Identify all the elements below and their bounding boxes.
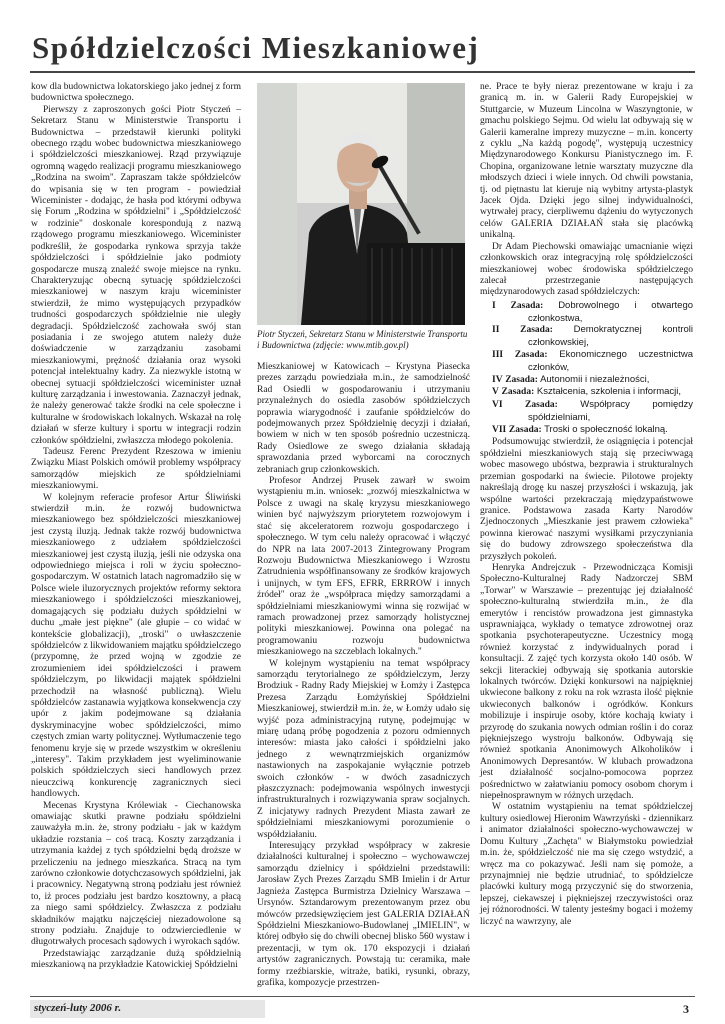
paragraph: Mieszkaniowej w Katowicach – Krystyna Piasecka prezes zarządu powiedziała m.in., że samodzielność Rad Osiedli w gospodarowaniu i utrzymaniu przynależnych do osiedla zasobów spółdzielczych poprawia wiarygodność i zaufanie spółdzielców do podejmowanych przez Spółdzielnię decyzji i działań, bowiem w nich w ten sposób pośrednio uczestniczą. Rady Osiedlowe ze swego działania składają sprawozdania przed wyborcami na corocznych zebraniach grup członkowskich. <box>257 362 470 475</box>
paragraph: Tadeusz Ferenc Prezydent Rzeszowa w imieniu Związku Miast Polskich omówił problemy współpracy samorządów miejskich ze spółdzielniami mieszkaniowymi. <box>31 447 241 492</box>
principle-item: IV Zasada: Autonomii i niezależności, <box>492 373 650 385</box>
speaker-photo-image <box>257 83 465 325</box>
paragraph: Podsumowując stwierdził, że osiągnięcia i potencjał spółdzielni mieszkaniowych stają się przeciwwagą wobec masowego ubóstwa, bezprawia i strukturalnych przemian gospodarki na świecie. Pilotowe projekty nakreślają drogę ku naszej przyszłości i wskazują, jak wspólne wartości przekraczają międzypaństwowe granice. Podstawowa zasada Karty Narodów Zjednoczonych „Mieszkanie jest prawem człowieka" powinna kierować naszymi wysiłkami przyczyniania się do budowy zdrowszego społeczeństwa dla przyszłych pokoleń. <box>480 437 693 562</box>
principle-item: VI Zasada: Współpracy pomiędzy spółdzielniami, <box>492 399 694 423</box>
paragraph: Pierwszy z zaproszonych gości Piotr Styczeń – Sekretarz Stanu w Ministerstwie Transportu i Budownictwa – przedstawił kierunki polityki obecnego rządu wobec budownictwa mieszkaniowego i spółdzielczości mieszkaniowej. Rząd przywiązuje ogromną wagędo realizacji programu mieszkaniowego „Rodzina na swoim". Zapraszam także spółdzielców do wpisania się w ten program - powiedział Wiceminister - dodając, że hasła pod którymi odbywa się Forum „Rodzina w spółdzielni" i „Spółdzielczość w rodzinie" doskonale korespondują z nazwą rządowego programu mieszkaniowego. Wiceminister podkreślił, że gospodarka rynkowa sprzyja także spółdzielczości i spółdzielnie jako podmioty gospodarcze muszą znaleźć swoje miejsce na rynku. Charakteryzując obecną sytuację spółdzielczości mieszkaniowej w naszym kraju wiceminister stwierdził, że mimo występujących przypadków trudności gospodarczych spółdzielnie nie uległy degradacji. Spółdzielczość zachowała swój stan posiadania i ze swojego atutem należy duże doświadczenie w zarządzaniu zasobami mieszkaniowymi, prężność działania oraz wysoki potencjał intelektualny kadry. Za niezwykle istotną w obecnej sytuacji spółdzielczości wiceminister uznał kulturę zarządzania i inwestowania. Zaznaczył jednak, że należy generować także środki na cele społeczne i kulturalne w środowiskach lokalnych. Wskazał na rolę działań w sferze kultury i sportu w integracji rodzin członków spółdzielni, zwłaszcza młodego pokolenia. <box>31 104 241 446</box>
paragraph: ne. Prace te były nieraz prezentowane w kraju i za granicą m. in. w Galerii Rady Europejskiej w Stuttgarcie, w Muzeum Lincolna w Waszyngtonie, w gmachu polskiego Sejmu. Od wielu lat odbywają się w Galerii kameralne imprezy muzyczne – m.in. koncerty z cyklu „Na każdą pogodę", występują uczestnicy Międzynarodowego Konkursu Pianistycznego im. F. Chopina, organizowane letnie warsztaty muzyczne dla młodszych dzieci i wiele innych. Od chwili powstania, tj. od piętnastu lat kieruje nią wybitny artysta-plastyk Jacek Ojda. Dzięki jego silnej indywidualności, wytrwałej pracy, cierpliwemu dążeniu do wytyczonych celów GALERIA DZIAŁAŃ stała się placówką unikalną. <box>480 82 693 241</box>
column-1 <box>31 82 241 982</box>
paragraph: W ostatnim wystąpieniu na temat spółdzielczej kultury osiedlowej Hieronim Wawrzyński - dziennikarz i animator działalności społeczno-wychowawczej w Domu Kultury „Zachęta" w Białymstoku powiedział m.in. że, spółdzielczość nie ma się czego wstydzić, a wręcz ma co pokazywać. Jeśli nam się pomoże, a przynajmniej nie będzie utrudniać, to spółdzielcze placówki kultury mogą przyczynić się do stworzenia, lepszej, ciekawszej i piękniejszej rzeczywistości oraz jej różnorodności. W talenty jesteśmy bogaci i możemy liczyć na wawrzyny, ale <box>480 802 693 927</box>
page-number: 3 <box>683 1002 689 1016</box>
paragraph: kow dla budownictwa lokatorskiego jako jednej z form budownictwa społecznego. <box>31 82 241 104</box>
photo-caption: Piotr Styczeń, Sekretarz Stanu w Ministerstwie Transportu i Budownictwa (zdjęcie: www.mtib.gov.pl) <box>257 329 468 350</box>
paragraph: Dr Adam Piechowski omawiając umacnianie więzi członkowskich oraz integracyjną rolę spółdzielczości mieszkaniowej wobec środowiska spółdzielczego zalecał przestrzeganie następujących międzynarodowych zasad spółdzielczych: <box>480 241 693 298</box>
header-rule <box>30 71 695 73</box>
paragraph: W kolejnym wystąpieniu na temat współpracy samorządu terytorialnego ze spółdzielczym, Jerzy Brodziuk - Radny Rady Miejskiej w Łomży i Zastępca Prezesa Zarządu Łomżyńskiej Spółdzielni Mieszkaniowej, stwierdził m.in. że, w Łomży udało się wyjść poza administracyjną rutynę, podejmując w miarę udaną próbę pogodzenia z pozoru odmiennych interesów: miasta jako całości i spółdzielni jako jednego z wewnątrzmiejskich organizmów nastawionych na zaspokajanie wyłącznie potrzeb swoich członków - w dwóch zasadniczych płaszczyznach: podejmowania wspólnych inwestycji infrastrukturalnych i rozwiązywania spraw socjalnych. Z inicjatywy radnych Prezydent Miasta zawarł ze spółdzielniami mieszkaniowymi porozumienie o współdziałaniu. <box>257 658 470 840</box>
column-3 <box>480 82 693 982</box>
principle-item: II Zasada: Demokratycznej kontroli członkowskiej, <box>492 324 694 349</box>
paragraph: W kolejnym referacie profesor Artur Śliwiński stwierdził m.in. że rozwój budownictwa mieszkaniowego bez spółdzielczości mieszkaniowej jest czystą iluzją. Jednak także rozwój budownictwa mieszkaniowego z udziałem spółdzielczości mieszkaniowej jest czystą iluzją, jeśli nie odzyska ona odpowiedniego miejsca i roli w życiu społeczno- gospodarczym. W ostatnich latach nagromadziło się w Polsce wiele iluzorycznych projektów reformy sektora mieszkaniowego i spółdzielczości mieszkaniowej, domagających się podziału dużych spółdzielni w duchu „małe jest piękne" (ale głupie – co widać w kontekście globalizacji), „troski" o uwłaszczenie spółdzielców z likwidowaniem majątku spółdzielczego (przypomnę, że przed wojną w zgodzie ze zrozumieniem idei spółdzielczości i prawem spółdzielczym, po likwidacji majątek spółdzielni przechodził na własność publiczną). Wielu spółdzielców zastanawia wyjątkowa konsekwencja czy upór z jakim podejmowane są działania dyskryminacyjne wobec spółdzielczości, mimo częstych zmian warty politycznej. Wytłumaczenie tego fenomenu kryje się w przede wszystkim w określeniu „interesy". Takim przykładem jest wyeliminowanie polskich spółdzielczych sieci handlowych przez nieuczciwą konkurencję zagranicznych sieci handlowych. <box>31 492 241 800</box>
cooperative-principles-list <box>480 300 693 437</box>
paragraph: Profesor Andrzej Prusek zawarł w swoim wystąpieniu m.in. wniosek: „rozwój mieszkalnictwa w Polsce z uwagi na skalę kryzysu mieszkaniowego winien być najwyższym priorytetem rozwojowym i stać się akceleratorem rozwoju gospodarczego i społecznego. W tym celu należy opracować i włączyć do NPR na lata 2007-2013 Zintegrowany Program Rozwoju Budownictwa Mieszkaniowego i Wzrostu Zatrudnienia współfinansowany ze środków krajowych i unijnych, w tym EFS, EFRR, ERRROW i innych źródeł" oraz że „współpraca między samorządami a spółdzielniami mieszkaniowymi winna się rozwijać w ramach prowadzonej przez samorządy holistycznej polityki mieszkaniowej. Powinna ona polegać na programowaniu rozwoju budownictwa mieszkaniowego na szczeblach lokalnych." <box>257 476 470 658</box>
issue-date: styczeń-luty 2006 r. <box>34 1002 122 1014</box>
paragraph: Henryka Andrejczuk - Przewodnicząca Komisji Społeczno-Kulturalnej Rady Nadzorczej SBM „Torwar" w Warszawie – prezentując jej działalność społeczno-kulturalną stwierdziła m.in., że dla emerytów i rencistów prowadzona jest gimnastyka usprawniająca, wykłady o tematyce zdrowotnej oraz spotkania psychoterapeutyczne. Uczestnicy mogą również korzystać z indywidualnych porad i konsultacji. Z zajęć tych korzysta około 140 osób. W sekcji literackiej odbywają się spotkania autorskie lokalnych twórców. Dzięki konkursowi na najpiękniej ukwiecone balkony z roku na rok wzrasta ilość pięknie ukwieconych balkonów i ogródków. Konkurs mobilizuje i inspiruje osoby, które kochają kwiaty i przyrodę do szukania nowych odmian roślin i do coraz piękniejszego wystroju balkonów. Odbywają się również spotkania Anonimowych Alkoholików i Anonimowych Depresantów. W klubach prowadzona jest działalność socjalno-pomocowa poprzez pośrednictwo w załatwianiu pomocy osobom chorym i niepełnosprawnym w różnych urzędach. <box>480 562 693 802</box>
paragraph: Interesujący przykład współpracy w zakresie działalności kulturalnej i społeczno – wychowawczej samorządu dzielnicy i spółdzielni przedstawili: Jarosław Zych Prezes Zarządu SMB Imielin i dr Artur Jagnieża Zastępca Burmistrza Dzielnicy Warszawa – Ursynów. Sztandarowym prezentowanym przez obu mówców przedsięwzięciem jest GALERIA DZIAŁAŃ Spółdzielni Mieszkaniowo-Budowlanej „IMIELIN", w której odbyło się do chwili obecnej blisko 560 wystaw i prezentacji, w tym ok. 170 ekspozycji i działań artystów zagranicznych. Powstają tu: ceramika, małe formy rzeźbiarskie, witraże, batiki, rysunki, obrazy, grafika, kompozycje przestrzen- <box>257 841 470 988</box>
principle-item: VII Zasada: Troski o społeczność lokalną. <box>492 423 668 435</box>
paragraph: Przedstawiając zarządzanie dużą spółdzielnią mieszkaniową na przykładzie Katowickiej Spółdzielni <box>31 948 241 971</box>
page-title: Spółdzielczości Mieszkaniowej <box>32 30 480 65</box>
footer-rule <box>30 996 695 997</box>
speaker-photo <box>257 83 465 325</box>
principle-item: I Zasada: Dobrowolnego i otwartego członkostwa, <box>492 299 694 324</box>
principle-item: V Zasada: Kształcenia, szkolenia i informacji, <box>492 386 682 398</box>
column-2 <box>257 362 470 988</box>
principle-item: III Zasada: Ekonomicznego uczestnictwa członków, <box>492 348 694 373</box>
paragraph: Mecenas Krystyna Królewiak - Ciechanowska omawiając skutki prawne podziału spółdzielni zauważyła m.in. że, strony podziału - jak w każdym układzie rozstania – coś tracą. Koszty zarządzania i utrzymania każdej z tych spółdzielni będą droższe w przeliczeniu na jednego mieszkańca. Stracą na tym zarówno członkowie dotychczasowych spółdzielni, jak i pracownicy. Negatywną stroną podziału jest również to, iż proces podziału jest bardzo kosztowny, a płacą za niego sami spółdzielcy. Zwłaszcza z podziału składników majątku najczęściej niezadowolone są strony podziału. Znajduje to odzwierciedlenie w długotrwałych procesach sądowych i wyrokach sądów. <box>31 800 241 948</box>
